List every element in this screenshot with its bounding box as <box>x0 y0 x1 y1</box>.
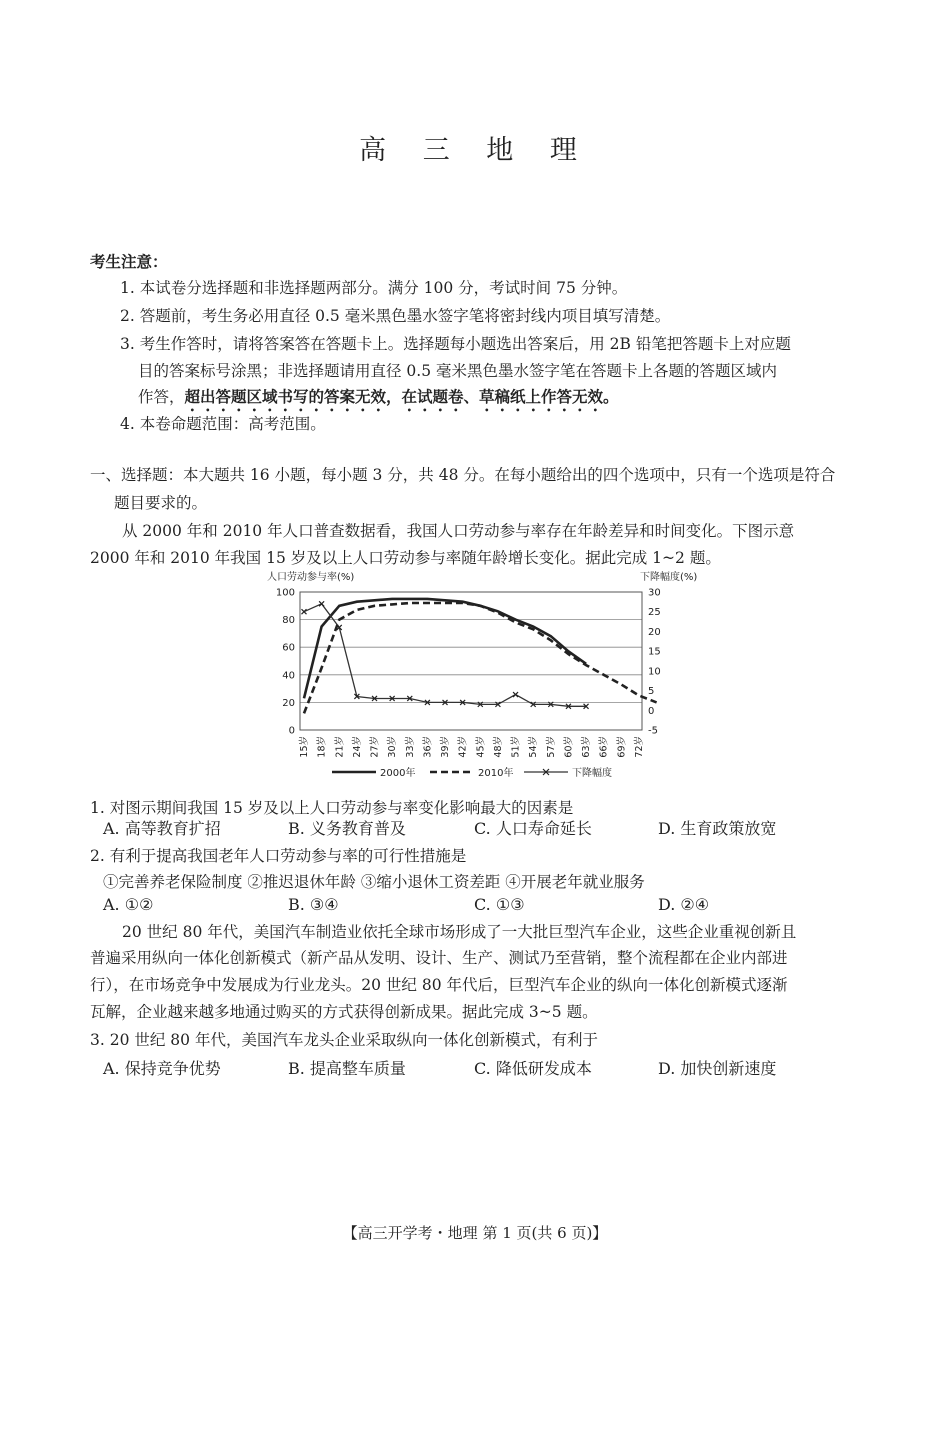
q3-option-a[interactable]: A. 保持竞争优势 <box>103 1059 221 1078</box>
q2-stem: 2. 有利于提高我国老年人口劳动参与率的可行性措施是 <box>90 847 467 865</box>
q3-option-d[interactable]: D. 加快创新速度 <box>658 1059 777 1078</box>
q2-option-b[interactable]: B. ③④ <box>288 895 339 914</box>
q1-stem: 1. 对图示期间我国 15 岁及以上人口劳动参与率变化影响最大的因素是 <box>90 799 574 817</box>
series-line-0 <box>304 599 586 698</box>
x-tick-label: 42岁 <box>457 736 469 758</box>
x-tick-label: 45岁 <box>475 736 487 758</box>
series-point-marker <box>513 692 518 697</box>
x-tick-label: 33岁 <box>404 736 416 758</box>
notice-item-3-cont: 目的答案标号涂黑；非选择题请用直径 0.5 毫米黑色墨水签字笔在答题卡上各题的答题区域内 <box>138 362 778 380</box>
y-tick-label: 20 <box>282 697 295 709</box>
section-heading-cont: 题目要求的。 <box>114 494 208 512</box>
q2-option-a[interactable]: A. ①② <box>103 895 154 914</box>
y2-tick-label: 5 <box>648 686 655 698</box>
legend-label: 下降幅度 <box>572 768 612 779</box>
q2-option-c[interactable]: C. ①③ <box>474 895 525 914</box>
x-tick-label: 60岁 <box>563 736 575 758</box>
q2-option-d[interactable]: D. ②④ <box>658 895 710 914</box>
passage1-line2: 2000 年和 2010 年我国 15 岁及以上人口劳动参与率随年龄增长变化。据此完成 1~2 题。 <box>90 549 721 567</box>
chart-series <box>302 599 657 714</box>
q1-option-a[interactable]: A. 高等教育扩招 <box>103 819 221 838</box>
y-tick-label: 100 <box>275 587 295 599</box>
notice-item-2: 2. 答题前，考生务必用直径 0.5 毫米黑色墨水签字笔将密封线内项目填写清楚。 <box>120 307 671 325</box>
x-tick-label: 72岁 <box>633 736 645 758</box>
q1-option-b[interactable]: B. 义务教育普及 <box>288 819 406 838</box>
y2-tick-label: 30 <box>648 587 661 599</box>
notice-item-3-prefix: 作答， <box>138 388 185 406</box>
legend-label: 2010年 <box>478 768 514 779</box>
x-tick-label: 15岁 <box>299 736 310 758</box>
x-tick-label: 57岁 <box>545 736 557 758</box>
x-tick-label: 21岁 <box>334 736 346 758</box>
x-tick-label: 63岁 <box>581 736 593 758</box>
q3-option-c[interactable]: C. 降低研发成本 <box>474 1059 592 1078</box>
y2-tick-label: 25 <box>648 607 661 619</box>
x-tick-label: 18岁 <box>316 736 328 758</box>
series-point-marker <box>319 601 324 606</box>
chart-grid <box>300 620 642 703</box>
y2-tick-label: -5 <box>648 725 658 737</box>
y2-tick-label: 15 <box>648 646 661 658</box>
y-tick-label: 0 <box>288 725 295 737</box>
y-tick-label: 60 <box>282 642 295 654</box>
x-tick-label: 27岁 <box>369 736 381 758</box>
notice-item-1: 1. 本试卷分选择题和非选择题两部分。满分 100 分，考试时间 75 分钟。 <box>120 279 628 297</box>
notice-item-4: 4. 本卷命题范围：高考范围。 <box>120 415 326 433</box>
notice-item-3: 3. 考生作答时，请将答案答在答题卡上。选择题每小题选出答案后，用 2B 铅笔把答题卡上对应题 <box>120 335 791 353</box>
page-title: 高 三 地 理 <box>359 135 591 166</box>
labor-participation-chart <box>262 568 702 788</box>
x-tick-label: 24岁 <box>351 736 363 758</box>
page-footer: 【高三开学考・地理 第 1 页(共 6 页)】 <box>342 1224 608 1242</box>
passage2-line4: 瓦解，企业越来越多地通过购买的方式获得创新成果。据此完成 3~5 题。 <box>90 1003 598 1021</box>
y-tick-label: 40 <box>282 670 295 682</box>
series-point-marker <box>302 609 307 614</box>
series-line-2 <box>304 604 586 707</box>
chart-ylabel: 人口劳动参与率(%) <box>267 572 355 583</box>
notice-emphasis: 超出答题区域书写的答案无效，在试题卷、草稿纸上作答无效。 <box>184 388 619 406</box>
x-tick-label: 54岁 <box>528 736 540 758</box>
q3-option-b[interactable]: B. 提高整车质量 <box>288 1059 406 1078</box>
y2-tick-label: 20 <box>648 626 661 638</box>
passage2-line2: 普遍采用纵向一体化创新模式（新产品从发明、设计、生产、测试乃至营销，整个流程都在企业内部进 <box>90 949 788 967</box>
y2-tick-label: 10 <box>648 666 661 678</box>
x-tick-label: 48岁 <box>492 736 504 758</box>
passage2-line1: 20 世纪 80 年代，美国汽车制造业依托全球市场形成了一大批巨型汽车企业，这些企业重视创新且 <box>122 923 797 941</box>
notice-heading: 考生注意： <box>90 253 168 271</box>
y2-tick-label: 0 <box>648 705 655 717</box>
x-tick-label: 69岁 <box>616 736 628 758</box>
y-tick-label: 80 <box>282 615 295 627</box>
notice-item-3-last <box>138 387 619 415</box>
x-tick-label: 51岁 <box>510 736 522 758</box>
q1-option-c[interactable]: C. 人口寿命延长 <box>474 819 592 838</box>
section-heading: 一、选择题：本大题共 16 小题，每小题 3 分，共 48 分。在每小题给出的四个选项中，只有一个选项是符合 <box>90 466 836 484</box>
legend-label: 2000年 <box>380 768 416 779</box>
chart-legend <box>332 766 612 779</box>
x-tick-label: 30岁 <box>387 736 399 758</box>
q1-option-d[interactable]: D. 生育政策放宽 <box>658 819 777 838</box>
passage1-line1: 从 2000 年和 2010 年人口普查数据看，我国人口劳动参与率存在年龄差异和时间变化。下图示意 <box>122 522 795 540</box>
x-tick-label: 36岁 <box>422 736 434 758</box>
q2-measures: ①完善养老保险制度 ②推迟退休年龄 ③缩小退休工资差距 ④开展老年就业服务 <box>103 873 645 891</box>
passage2-line3: 行），在市场竞争中发展成为行业龙头。20 世纪 80 年代后，巨型汽车企业的纵向一体化创新模式逐渐 <box>90 976 788 994</box>
x-tick-label: 39岁 <box>440 736 452 758</box>
x-tick-label: 66岁 <box>598 736 610 758</box>
chart-y2label: 下降幅度(%) <box>640 572 698 583</box>
q3-stem: 3. 20 世纪 80 年代，美国汽车龙头企业采取纵向一体化创新模式，有利于 <box>90 1031 598 1049</box>
